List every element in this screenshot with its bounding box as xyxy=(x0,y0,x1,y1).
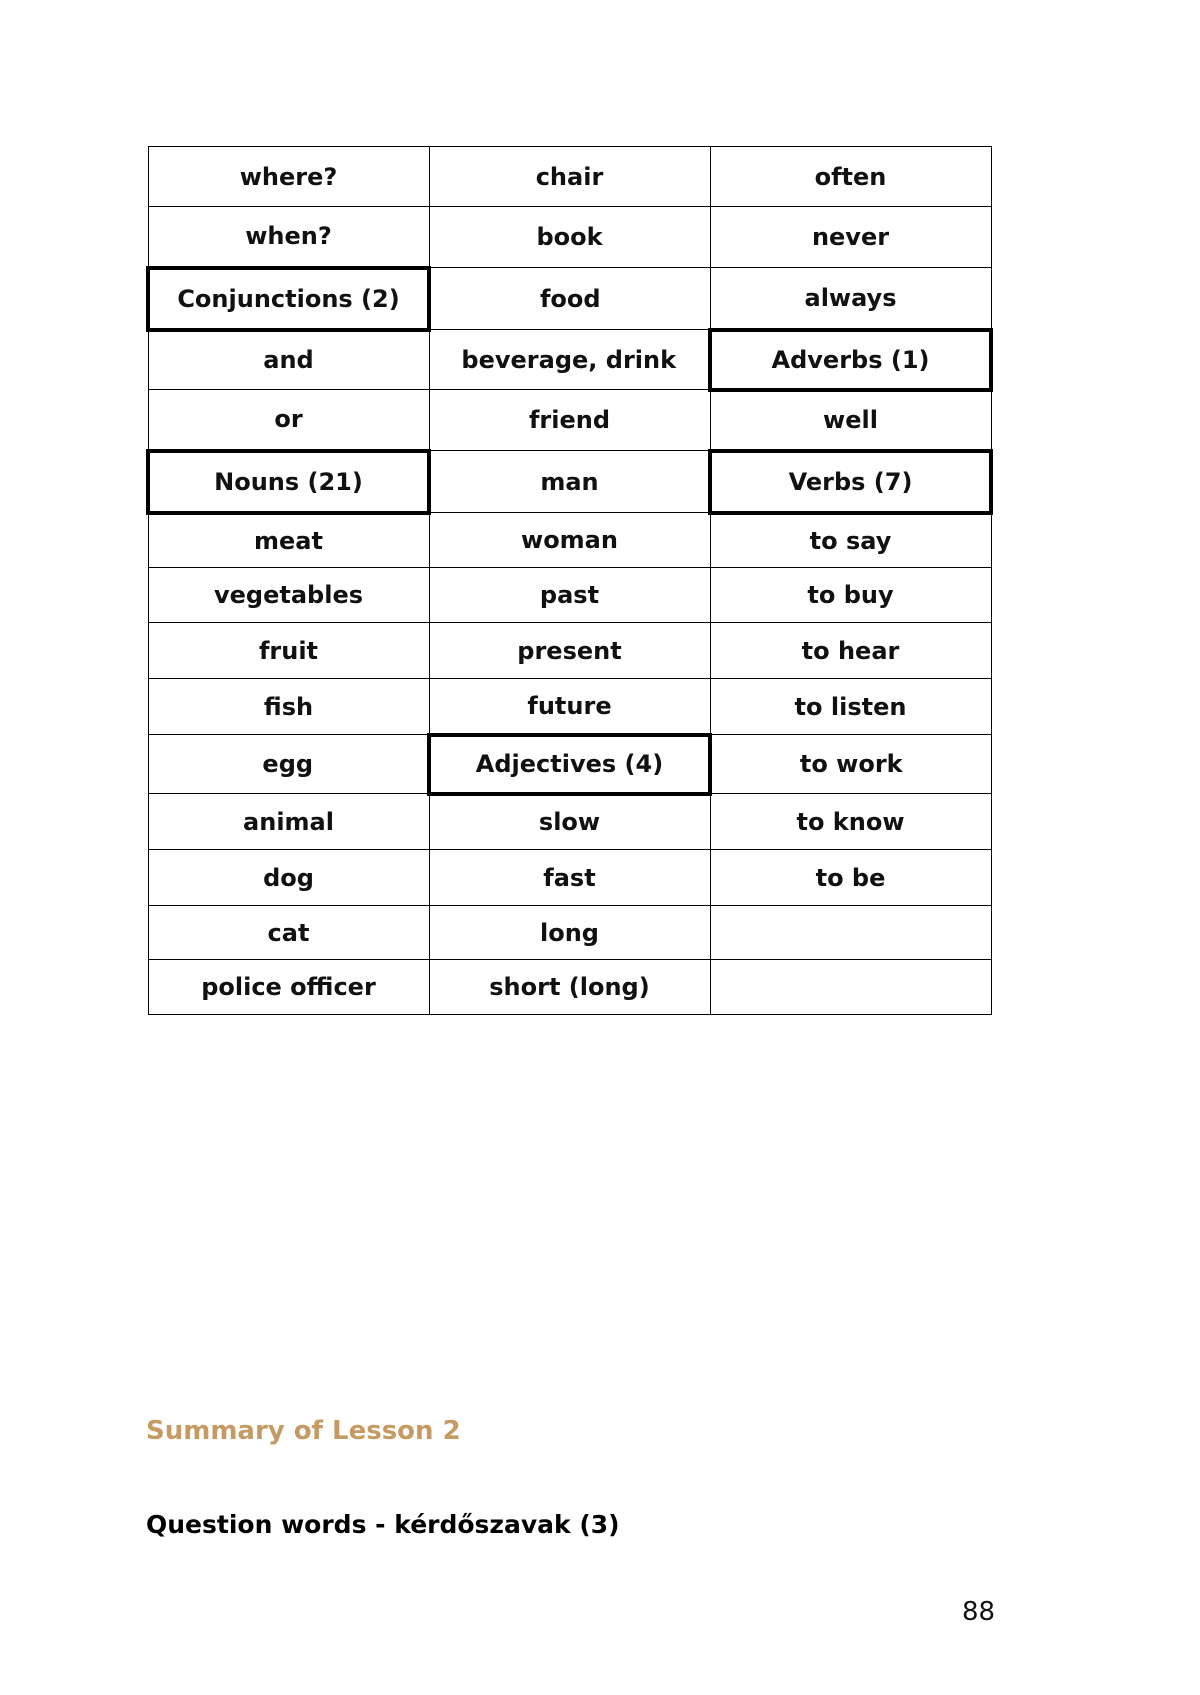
vocabulary-table-body xyxy=(148,147,991,1015)
word-cell: egg xyxy=(148,735,429,794)
word-cell: fruit xyxy=(148,623,429,679)
word-cell: when? xyxy=(148,207,429,268)
table-row xyxy=(148,794,991,850)
question-words-heading: Question words - kérdőszavak (3) xyxy=(146,1510,620,1539)
word-cell: to know xyxy=(710,794,991,850)
category-header-cell: Adjectives (4) xyxy=(429,735,710,794)
page-number: 88 xyxy=(962,1597,996,1627)
word-cell: chair xyxy=(429,147,710,207)
table-row xyxy=(148,330,991,390)
word-cell: where? xyxy=(148,147,429,207)
table-row xyxy=(148,513,991,568)
table-row xyxy=(148,679,991,735)
word-cell: often xyxy=(710,147,991,207)
word-cell: beverage, drink xyxy=(429,330,710,390)
word-cell: fast xyxy=(429,850,710,906)
vocabulary-table xyxy=(146,146,993,1015)
word-cell: food xyxy=(429,268,710,330)
word-cell: to be xyxy=(710,850,991,906)
word-cell: to hear xyxy=(710,623,991,679)
category-header-cell: Nouns (21) xyxy=(148,451,429,513)
word-cell: to work xyxy=(710,735,991,794)
table-row xyxy=(148,623,991,679)
table-row xyxy=(148,735,991,794)
word-cell: well xyxy=(710,390,991,451)
table-row xyxy=(148,390,991,451)
word-cell: slow xyxy=(429,794,710,850)
table-row xyxy=(148,268,991,330)
word-cell: past xyxy=(429,568,710,623)
word-cell: fish xyxy=(148,679,429,735)
category-header-cell: Verbs (7) xyxy=(710,451,991,513)
category-header-cell: Adverbs (1) xyxy=(710,330,991,390)
table-row xyxy=(148,850,991,906)
word-cell: meat xyxy=(148,513,429,568)
summary-title: Summary of Lesson 2 xyxy=(146,1416,461,1446)
word-cell xyxy=(710,906,991,960)
word-cell: man xyxy=(429,451,710,513)
table-row xyxy=(148,451,991,513)
table-row xyxy=(148,906,991,960)
table-row xyxy=(148,207,991,268)
word-cell: or xyxy=(148,390,429,451)
table-row xyxy=(148,960,991,1015)
word-cell: dog xyxy=(148,850,429,906)
word-cell xyxy=(710,960,991,1015)
word-cell: book xyxy=(429,207,710,268)
word-cell: short (long) xyxy=(429,960,710,1015)
word-cell: cat xyxy=(148,906,429,960)
word-cell: never xyxy=(710,207,991,268)
word-cell: animal xyxy=(148,794,429,850)
word-cell: and xyxy=(148,330,429,390)
word-cell: to say xyxy=(710,513,991,568)
table-row xyxy=(148,147,991,207)
word-cell: present xyxy=(429,623,710,679)
word-cell: to buy xyxy=(710,568,991,623)
category-header-cell: Conjunctions (2) xyxy=(148,268,429,330)
word-cell: woman xyxy=(429,513,710,568)
word-cell: to listen xyxy=(710,679,991,735)
table-row xyxy=(148,568,991,623)
word-cell: vegetables xyxy=(148,568,429,623)
word-cell: long xyxy=(429,906,710,960)
word-cell: police officer xyxy=(148,960,429,1015)
word-cell: future xyxy=(429,679,710,735)
word-cell: always xyxy=(710,268,991,330)
word-cell: friend xyxy=(429,390,710,451)
